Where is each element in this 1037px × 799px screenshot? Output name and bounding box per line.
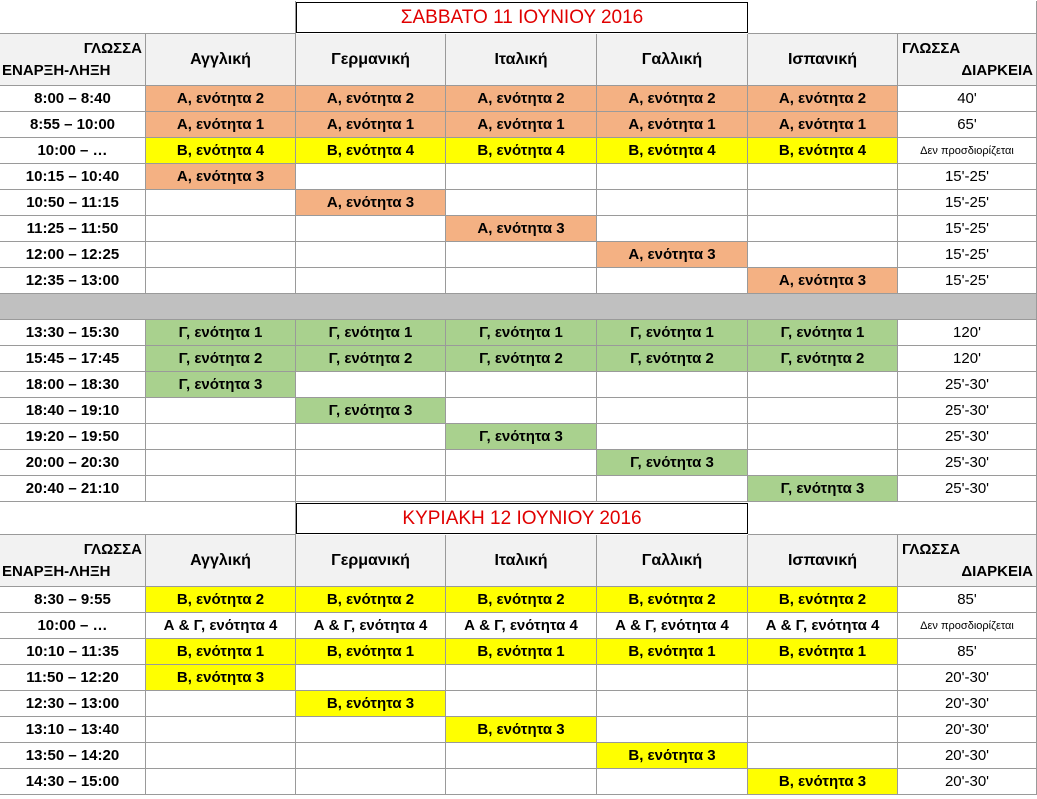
time-slot: 18:00 – 18:30 xyxy=(0,372,146,398)
empty-slot xyxy=(146,398,296,424)
time-slot: 12:00 – 12:25 xyxy=(0,242,146,268)
empty-slot xyxy=(748,424,898,450)
column-header-3: Γαλλική xyxy=(597,34,748,86)
header-right-bottom: ΔΙΑΡΚΕΙΑ xyxy=(961,61,1033,79)
empty-slot xyxy=(748,665,898,691)
header-corner-right xyxy=(898,535,1037,587)
duration: 15'-25' xyxy=(898,268,1037,294)
time-slot: 10:50 – 11:15 xyxy=(0,190,146,216)
exam-session: Α, ενότητα 2 xyxy=(446,86,597,112)
empty-slot xyxy=(296,476,446,502)
exam-session: Α & Γ, ενότητα 4 xyxy=(597,613,748,639)
exam-session: Β, ενότητα 1 xyxy=(597,639,748,665)
duration: 20'-30' xyxy=(898,717,1037,743)
empty-slot xyxy=(597,190,748,216)
empty-slot xyxy=(296,164,446,190)
exam-session: Α, ενότητα 3 xyxy=(748,268,898,294)
empty-slot xyxy=(446,372,597,398)
exam-session: Α, ενότητα 3 xyxy=(446,216,597,242)
column-header-0: Αγγλική xyxy=(146,535,296,587)
exam-session: Α & Γ, ενότητα 4 xyxy=(146,613,296,639)
empty-slot xyxy=(597,216,748,242)
empty-slot xyxy=(446,743,597,769)
exam-session: Β, ενότητα 1 xyxy=(146,639,296,665)
duration: 20'-30' xyxy=(898,769,1037,795)
empty-slot xyxy=(296,242,446,268)
exam-session: Γ, ενότητα 1 xyxy=(296,320,446,346)
exam-session: Γ, ενότητα 3 xyxy=(748,476,898,502)
empty-slot xyxy=(446,769,597,795)
exam-session: Β, ενότητα 2 xyxy=(597,587,748,613)
column-header-2: Ιταλική xyxy=(446,34,597,86)
header-left-bottom: ΕΝΑΡΞΗ-ΛΗΞΗ xyxy=(2,61,111,79)
exam-session: Γ, ενότητα 1 xyxy=(146,320,296,346)
exam-session: Α & Γ, ενότητα 4 xyxy=(748,613,898,639)
duration: 25'-30' xyxy=(898,398,1037,424)
time-slot: 10:00 – … xyxy=(0,613,146,639)
empty-slot xyxy=(446,190,597,216)
exam-session: Β, ενότητα 3 xyxy=(748,769,898,795)
exam-session: Β, ενότητα 3 xyxy=(597,743,748,769)
exam-session: Α, ενότητα 2 xyxy=(597,86,748,112)
empty-slot xyxy=(597,717,748,743)
duration: 15'-25' xyxy=(898,190,1037,216)
duration: 120' xyxy=(898,320,1037,346)
exam-session: Β, ενότητα 2 xyxy=(296,587,446,613)
exam-session: Β, ενότητα 3 xyxy=(446,717,597,743)
time-slot: 12:30 – 13:00 xyxy=(0,691,146,717)
time-slot: 13:10 – 13:40 xyxy=(0,717,146,743)
empty-slot xyxy=(146,424,296,450)
empty-slot xyxy=(748,216,898,242)
exam-session: Β, ενότητα 4 xyxy=(146,138,296,164)
exam-session: Β, ενότητα 1 xyxy=(296,639,446,665)
exam-session: Β, ενότητα 2 xyxy=(446,587,597,613)
header-left-bottom: ΕΝΑΡΞΗ-ΛΗΞΗ xyxy=(2,562,111,580)
exam-session: Γ, ενότητα 1 xyxy=(597,320,748,346)
time-slot: 13:30 – 15:30 xyxy=(0,320,146,346)
exam-session: Β, ενότητα 2 xyxy=(748,587,898,613)
empty-slot xyxy=(146,691,296,717)
empty-slot xyxy=(146,216,296,242)
empty-slot xyxy=(146,743,296,769)
duration: 20'-30' xyxy=(898,665,1037,691)
time-slot: 13:50 – 14:20 xyxy=(0,743,146,769)
exam-session: Γ, ενότητα 3 xyxy=(597,450,748,476)
title-spacer-left xyxy=(0,1,296,34)
saturday-title: ΣΑΒΒΑΤΟ 11 ΙΟΥΝΙΟΥ 2016 xyxy=(296,2,748,33)
column-header-4: Ισπανική xyxy=(748,34,898,86)
empty-slot xyxy=(748,372,898,398)
empty-slot xyxy=(446,450,597,476)
empty-slot xyxy=(296,743,446,769)
header-right-bottom: ΔΙΑΡΚΕΙΑ xyxy=(961,562,1033,580)
exam-session: Α, ενότητα 1 xyxy=(446,112,597,138)
empty-slot xyxy=(146,190,296,216)
empty-slot xyxy=(146,268,296,294)
sunday-title: ΚΥΡΙΑΚΗ 12 ΙΟΥΝΙΟΥ 2016 xyxy=(296,503,748,534)
empty-slot xyxy=(146,450,296,476)
column-header-1: Γερμανική xyxy=(296,535,446,587)
empty-slot xyxy=(597,268,748,294)
exam-session: Α, ενότητα 3 xyxy=(296,190,446,216)
title-spacer-left xyxy=(0,502,296,535)
time-slot: 19:20 – 19:50 xyxy=(0,424,146,450)
empty-slot xyxy=(146,717,296,743)
time-slot: 11:50 – 12:20 xyxy=(0,665,146,691)
duration: 65' xyxy=(898,112,1037,138)
empty-slot xyxy=(597,476,748,502)
exam-session: Α & Γ, ενότητα 4 xyxy=(296,613,446,639)
duration: Δεν προσδιορίζεται xyxy=(898,613,1037,639)
exam-session: Β, ενότητα 4 xyxy=(748,138,898,164)
title-spacer-right xyxy=(748,502,1037,535)
empty-slot xyxy=(446,691,597,717)
exam-session: Α & Γ, ενότητα 4 xyxy=(446,613,597,639)
exam-session: Β, ενότητα 1 xyxy=(446,639,597,665)
header-right-top: ΓΛΩΣΣΑ xyxy=(902,39,961,57)
empty-slot xyxy=(146,242,296,268)
header-left-top: ΓΛΩΣΣΑ xyxy=(83,540,142,558)
duration: 25'-30' xyxy=(898,424,1037,450)
column-header-2: Ιταλική xyxy=(446,535,597,587)
empty-slot xyxy=(597,691,748,717)
empty-slot xyxy=(446,476,597,502)
duration: 15'-25' xyxy=(898,242,1037,268)
exam-session: Γ, ενότητα 2 xyxy=(296,346,446,372)
empty-slot xyxy=(296,665,446,691)
exam-session: Β, ενότητα 4 xyxy=(597,138,748,164)
empty-slot xyxy=(748,398,898,424)
time-slot: 8:55 – 10:00 xyxy=(0,112,146,138)
empty-slot xyxy=(296,424,446,450)
empty-slot xyxy=(296,450,446,476)
duration: 25'-30' xyxy=(898,372,1037,398)
column-header-3: Γαλλική xyxy=(597,535,748,587)
header-right-top: ΓΛΩΣΣΑ xyxy=(902,540,961,558)
exam-session: Γ, ενότητα 1 xyxy=(748,320,898,346)
empty-slot xyxy=(748,190,898,216)
exam-session: Γ, ενότητα 1 xyxy=(446,320,597,346)
exam-session: Α, ενότητα 2 xyxy=(296,86,446,112)
empty-slot xyxy=(446,242,597,268)
exam-session: Α, ενότητα 1 xyxy=(748,112,898,138)
empty-slot xyxy=(748,242,898,268)
header-corner-left xyxy=(0,535,146,587)
duration: 120' xyxy=(898,346,1037,372)
empty-slot xyxy=(146,769,296,795)
exam-session: Γ, ενότητα 2 xyxy=(446,346,597,372)
duration: 15'-25' xyxy=(898,164,1037,190)
exam-session: Γ, ενότητα 3 xyxy=(146,372,296,398)
empty-slot xyxy=(748,164,898,190)
header-left-top: ΓΛΩΣΣΑ xyxy=(83,39,142,57)
exam-session: Γ, ενότητα 3 xyxy=(446,424,597,450)
empty-slot xyxy=(446,164,597,190)
empty-slot xyxy=(296,268,446,294)
duration: 25'-30' xyxy=(898,450,1037,476)
duration: 15'-25' xyxy=(898,216,1037,242)
header-corner-right xyxy=(898,34,1037,86)
empty-slot xyxy=(597,398,748,424)
time-slot: 20:40 – 21:10 xyxy=(0,476,146,502)
time-slot: 10:15 – 10:40 xyxy=(0,164,146,190)
header-corner-left xyxy=(0,34,146,86)
empty-slot xyxy=(748,743,898,769)
empty-slot xyxy=(446,268,597,294)
exam-session: Β, ενότητα 1 xyxy=(748,639,898,665)
empty-slot xyxy=(597,665,748,691)
time-slot: 14:30 – 15:00 xyxy=(0,769,146,795)
duration: 25'-30' xyxy=(898,476,1037,502)
exam-session: Α, ενότητα 3 xyxy=(597,242,748,268)
time-slot: 11:25 – 11:50 xyxy=(0,216,146,242)
exam-session: Γ, ενότητα 2 xyxy=(146,346,296,372)
exam-session: Β, ενότητα 3 xyxy=(296,691,446,717)
exam-session: Γ, ενότητα 2 xyxy=(748,346,898,372)
duration: 20'-30' xyxy=(898,691,1037,717)
time-slot: 18:40 – 19:10 xyxy=(0,398,146,424)
empty-slot xyxy=(597,424,748,450)
time-slot: 10:10 – 11:35 xyxy=(0,639,146,665)
empty-slot xyxy=(446,398,597,424)
exam-session: Α, ενότητα 1 xyxy=(146,112,296,138)
duration: 85' xyxy=(898,639,1037,665)
empty-slot xyxy=(597,164,748,190)
time-slot: 20:00 – 20:30 xyxy=(0,450,146,476)
column-header-0: Αγγλική xyxy=(146,34,296,86)
duration: 20'-30' xyxy=(898,743,1037,769)
duration: Δεν προσδιορίζεται xyxy=(898,138,1037,164)
column-header-1: Γερμανική xyxy=(296,34,446,86)
exam-session: Β, ενότητα 2 xyxy=(146,587,296,613)
empty-slot xyxy=(146,476,296,502)
column-header-4: Ισπανική xyxy=(748,535,898,587)
empty-slot xyxy=(748,691,898,717)
time-slot: 8:30 – 9:55 xyxy=(0,587,146,613)
duration: 40' xyxy=(898,86,1037,112)
exam-session: Β, ενότητα 3 xyxy=(146,665,296,691)
exam-session: Γ, ενότητα 3 xyxy=(296,398,446,424)
exam-session: Γ, ενότητα 2 xyxy=(597,346,748,372)
empty-slot xyxy=(296,717,446,743)
exam-session: Α, ενότητα 2 xyxy=(146,86,296,112)
duration: 85' xyxy=(898,587,1037,613)
time-slot: 10:00 – … xyxy=(0,138,146,164)
time-slot: 15:45 – 17:45 xyxy=(0,346,146,372)
time-slot: 12:35 – 13:00 xyxy=(0,268,146,294)
title-spacer-right xyxy=(748,1,1037,34)
exam-session: Α, ενότητα 1 xyxy=(296,112,446,138)
exam-session: Β, ενότητα 4 xyxy=(296,138,446,164)
empty-slot xyxy=(597,769,748,795)
empty-slot xyxy=(446,665,597,691)
empty-slot xyxy=(597,372,748,398)
lunch-break-row xyxy=(0,294,1037,320)
empty-slot xyxy=(748,450,898,476)
exam-session: Β, ενότητα 4 xyxy=(446,138,597,164)
exam-session: Α, ενότητα 1 xyxy=(597,112,748,138)
time-slot: 8:00 – 8:40 xyxy=(0,86,146,112)
empty-slot xyxy=(296,769,446,795)
empty-slot xyxy=(296,216,446,242)
exam-session: Α, ενότητα 3 xyxy=(146,164,296,190)
exam-session: Α, ενότητα 2 xyxy=(748,86,898,112)
empty-slot xyxy=(748,717,898,743)
empty-slot xyxy=(296,372,446,398)
